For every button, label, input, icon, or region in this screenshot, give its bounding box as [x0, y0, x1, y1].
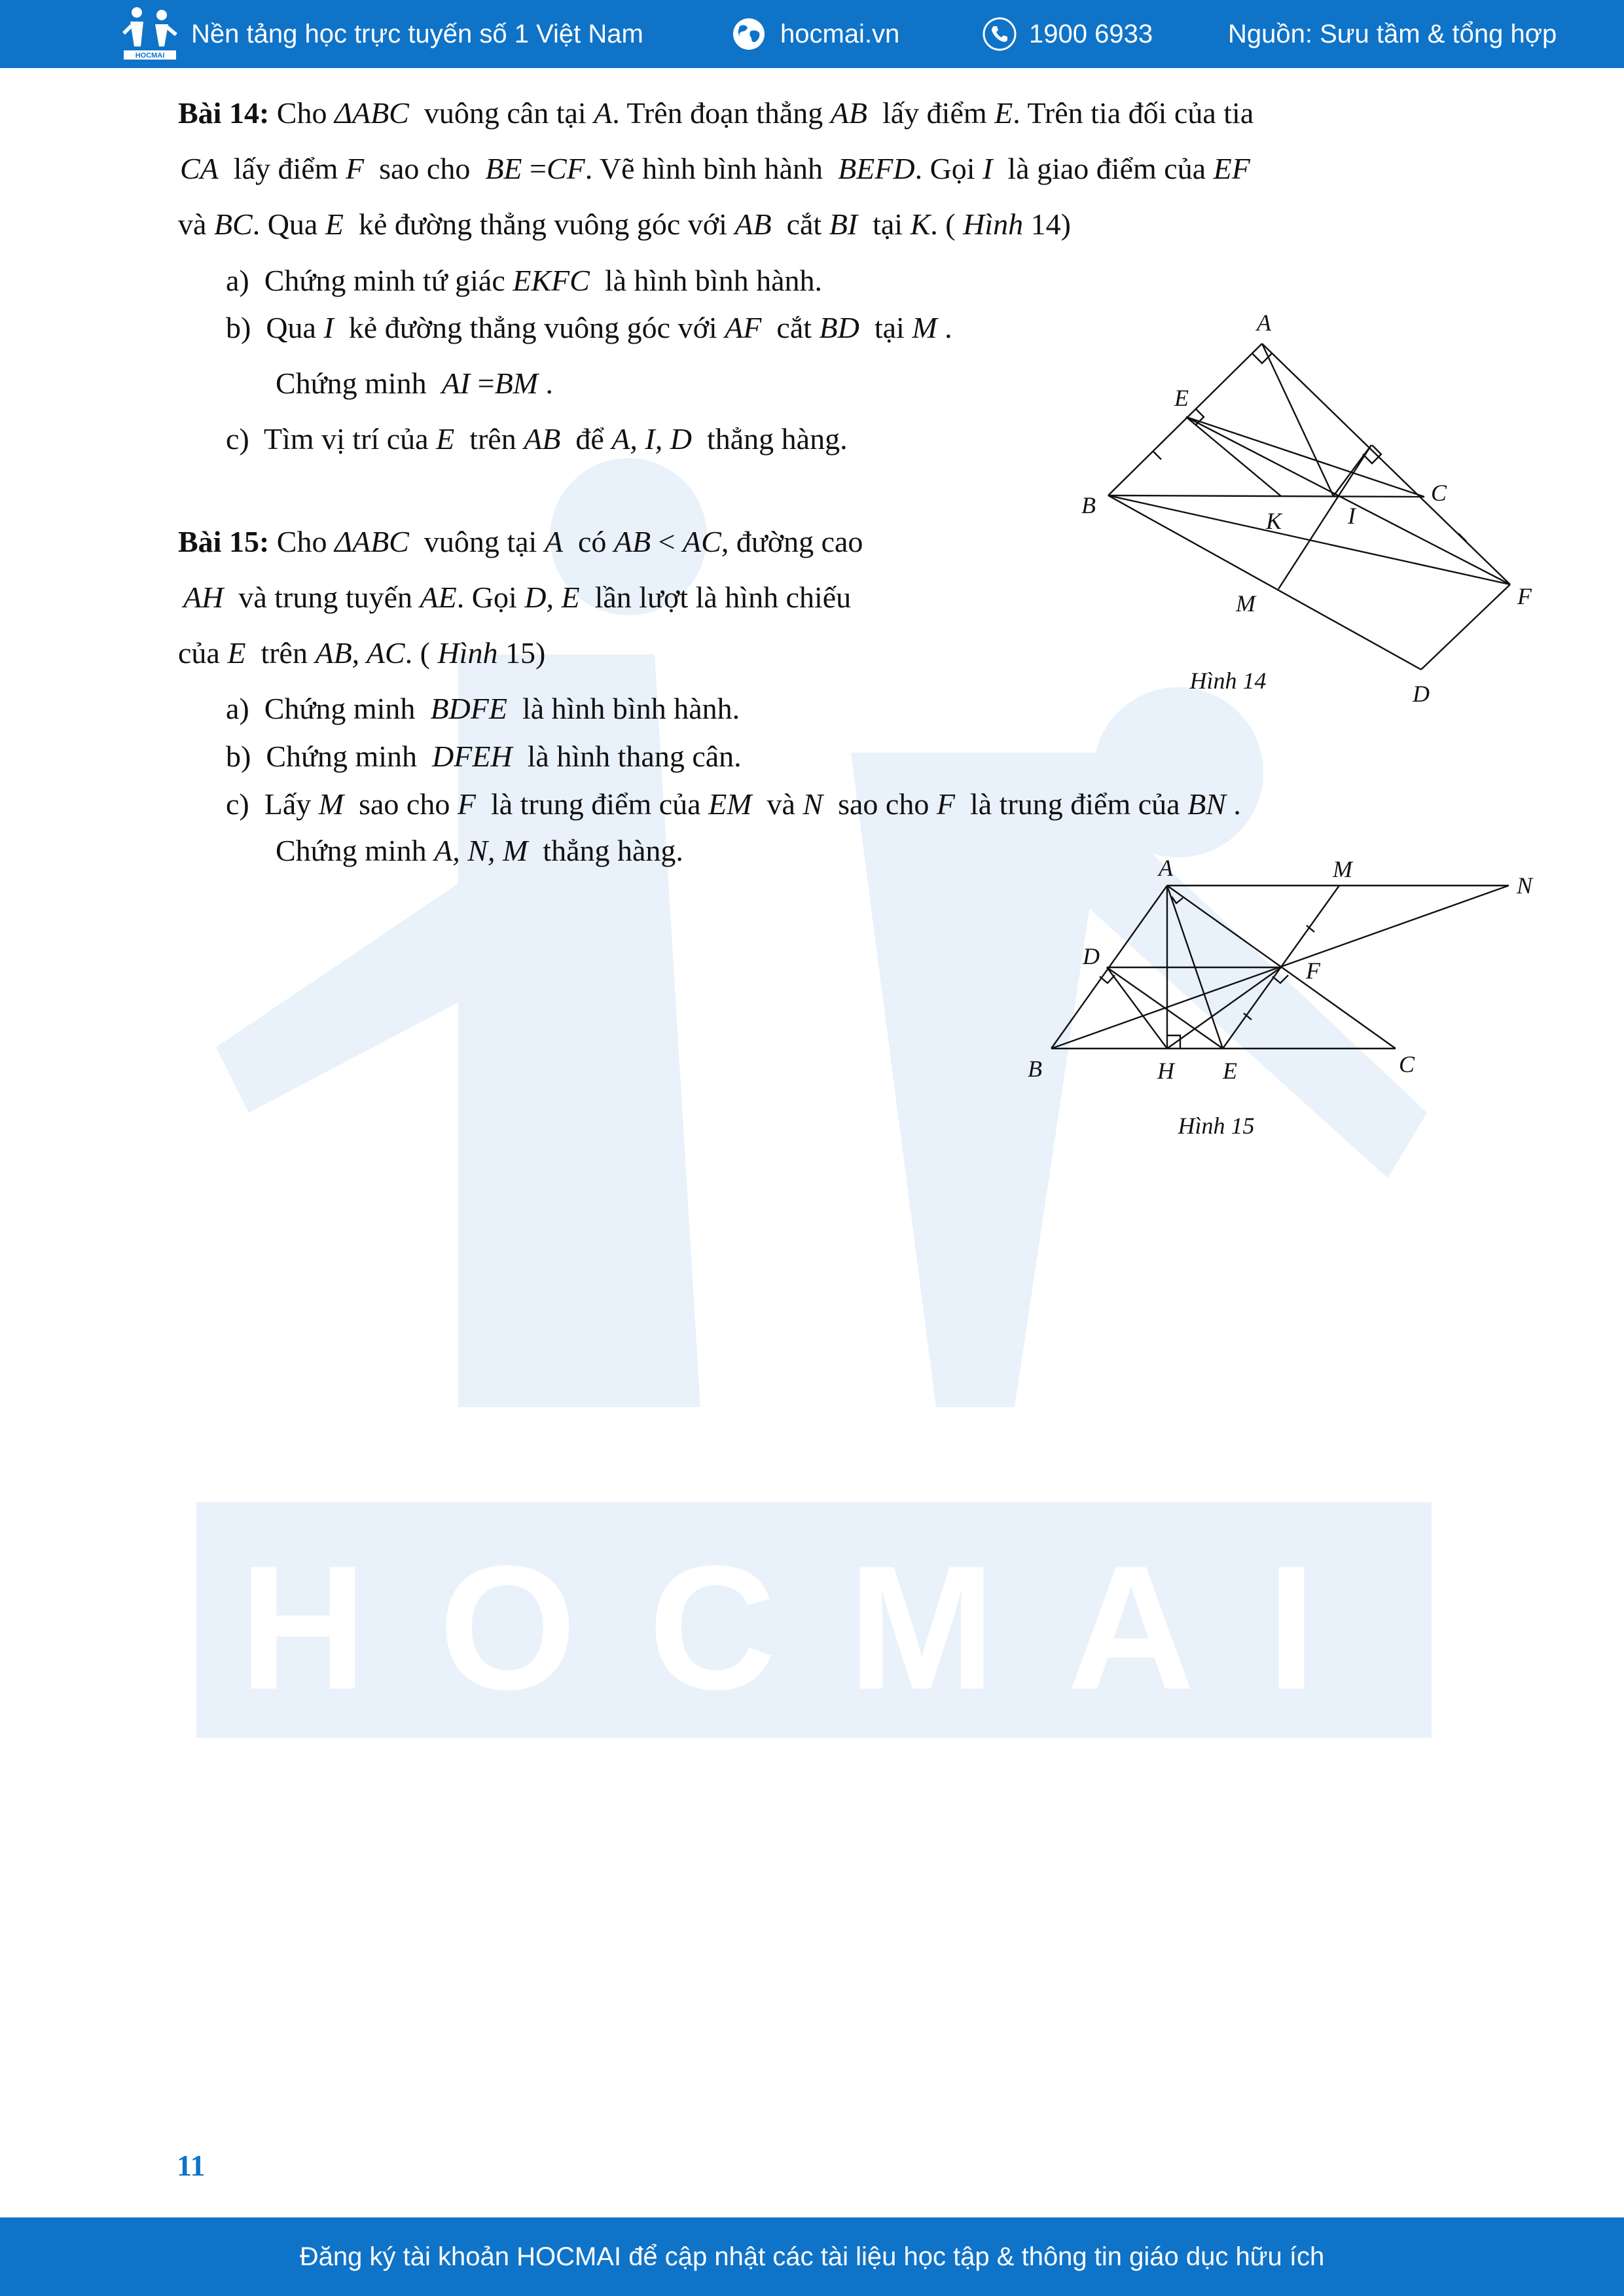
website-text: hocmai.vn: [780, 19, 900, 48]
text: và: [767, 787, 795, 821]
text: là trung điểm của: [969, 787, 1180, 821]
text: tại: [874, 311, 905, 344]
math: AB: [830, 96, 867, 130]
text: <: [658, 525, 676, 558]
math: DFEH: [432, 740, 513, 773]
math: A, I, D: [611, 422, 692, 456]
math: M: [318, 787, 344, 821]
math: BDFE: [430, 692, 507, 725]
fig15-label-D: D: [1083, 943, 1100, 969]
text: Chứng minh tứ giác: [264, 264, 505, 297]
fig14-label-A: A: [1257, 310, 1271, 336]
text: là hình bình hành.: [522, 692, 740, 725]
text: sao cho: [838, 787, 929, 821]
math: N: [803, 787, 823, 821]
math: AF: [725, 311, 762, 344]
text: lấy điểm: [882, 96, 987, 130]
text: sao cho: [359, 787, 450, 821]
text: vuông cân tại: [424, 96, 586, 130]
text: tại: [873, 207, 903, 241]
math: F: [345, 152, 365, 185]
text: cắt: [776, 311, 812, 344]
text: =: [477, 367, 495, 400]
math: F: [936, 787, 955, 821]
text: Chứng minh: [264, 692, 416, 725]
math: BD: [819, 311, 859, 344]
text: vuông tại: [424, 525, 537, 558]
math: AB: [524, 422, 561, 456]
fig15-label-E: E: [1223, 1058, 1237, 1084]
math: K: [910, 207, 931, 241]
math: D, E: [524, 581, 580, 614]
part-label: a): [226, 692, 249, 725]
math: F: [457, 787, 476, 821]
math: EM: [708, 787, 752, 821]
math: ΔABC: [334, 525, 409, 558]
math: BN: [1187, 787, 1226, 821]
math: CF: [546, 152, 585, 185]
fig14-caption: Hình 14: [1189, 668, 1267, 694]
text: Chứng minh: [276, 834, 427, 867]
text: Lấy: [264, 787, 312, 821]
text: .: [945, 311, 952, 344]
fig14-label-I: I: [1348, 503, 1356, 529]
text: . (: [930, 207, 956, 241]
text: . Trên tia đối của tia: [1013, 96, 1254, 130]
text: kẻ đường thẳng vuông góc với: [348, 311, 717, 344]
fig15-label-N: N: [1517, 872, 1533, 899]
math: BM: [494, 367, 538, 400]
text: .: [1233, 787, 1241, 821]
text: lấy điểm: [233, 152, 338, 185]
seg-DH: [1107, 967, 1167, 1049]
text: . Qua: [252, 207, 318, 241]
math: A: [594, 96, 613, 130]
math: CA: [180, 152, 219, 185]
text: là trung điểm của: [490, 787, 701, 821]
header-tagline: Nền tảng học trực tuyến số 1 Việt Nam: [191, 19, 643, 48]
fig15-label-H: H: [1157, 1058, 1174, 1084]
text: và: [178, 207, 207, 241]
text: là hình bình hành.: [604, 264, 822, 297]
fig15-caption: Hình 15: [1178, 1113, 1255, 1139]
math: A: [544, 525, 563, 558]
text: . Gọi: [456, 581, 517, 614]
part-label: b): [226, 311, 251, 344]
fig14-label-C: C: [1431, 480, 1447, 506]
text: và trung tuyến: [238, 581, 413, 614]
math: EF: [1213, 152, 1250, 185]
fig15-label-A: A: [1159, 855, 1173, 881]
text: để: [575, 422, 604, 456]
watermark-text: HOCMAI: [239, 1530, 1388, 1727]
math: AE: [420, 581, 457, 614]
math: Hình: [963, 207, 1024, 241]
text: là giao điểm của: [1007, 152, 1206, 185]
text: 15): [505, 636, 546, 670]
text: của: [178, 636, 220, 670]
header-source: Nguồn: Sưu tầm & tổng hợp: [1228, 19, 1557, 48]
math: BEFD: [838, 152, 915, 185]
math: I: [983, 152, 993, 185]
footer-bar[interactable]: [0, 2217, 1624, 2296]
fig15-label-B: B: [1028, 1056, 1042, 1082]
logo-text: HOCMAI: [135, 52, 165, 60]
text: , đường cao: [721, 525, 863, 558]
part-label: c): [226, 422, 249, 456]
text: Cho: [276, 525, 327, 558]
bai15-title: Bài 15:: [178, 525, 270, 558]
text: . Vẽ hình bình hành: [585, 152, 823, 185]
text: Chứng minh: [276, 367, 427, 400]
part-label: b): [226, 740, 251, 773]
text: trên: [469, 422, 516, 456]
text: 14): [1030, 207, 1071, 241]
fig14-label-F: F: [1517, 583, 1532, 609]
math: AB: [613, 525, 651, 558]
seg-HF: [1167, 967, 1281, 1049]
text: sao cho: [379, 152, 471, 185]
fig15-label-F: F: [1306, 958, 1320, 984]
math: AH: [183, 581, 224, 614]
part-label: c): [226, 787, 249, 821]
text: . (: [405, 636, 430, 670]
math: BE: [485, 152, 522, 185]
math: AB, AC: [315, 636, 405, 670]
phone-text: 1900 6933: [1029, 19, 1153, 48]
bai14-title: Bài 14:: [178, 96, 270, 130]
text: Cho: [276, 96, 327, 130]
page-number: 11: [177, 2149, 206, 2182]
text: thẳng hàng.: [706, 422, 848, 456]
math: Hình: [437, 636, 498, 670]
fig14-label-M: M: [1236, 590, 1255, 617]
text: Tìm vị trí của: [263, 422, 429, 456]
text: lần lượt là hình chiếu: [594, 581, 852, 614]
text: thẳng hàng.: [543, 834, 683, 867]
math: BI: [829, 207, 858, 241]
math: ΔABC: [334, 96, 409, 130]
text: Qua: [266, 311, 316, 344]
part-label: a): [226, 264, 249, 297]
math: AB: [734, 207, 772, 241]
math: M: [912, 311, 937, 344]
math: AC: [683, 525, 721, 558]
fig14-label-E: E: [1174, 385, 1189, 411]
text: cắt: [786, 207, 822, 241]
math: A, N, M: [434, 834, 528, 867]
math: E: [325, 207, 344, 241]
math: E: [436, 422, 455, 456]
text: kẻ đường thẳng vuông góc với: [358, 207, 727, 241]
fig14-label-K: K: [1266, 508, 1282, 534]
text: trên: [261, 636, 308, 670]
text: .: [545, 367, 553, 400]
math: AI: [441, 367, 471, 400]
fig15-label-M: M: [1333, 856, 1352, 882]
math: BC: [213, 207, 253, 241]
math: E: [227, 636, 246, 670]
text: =: [530, 152, 547, 185]
text: . Trên đoạn thẳng: [612, 96, 823, 130]
footer-text[interactable]: Đăng ký tài khoản HOCMAI để cập nhật các tài liệu học tập & thông tin giáo dục hữu ích: [299, 2242, 1325, 2271]
math: E: [994, 96, 1013, 130]
text: Chứng minh: [266, 740, 418, 773]
fig15-label-C: C: [1399, 1051, 1415, 1077]
fig14-label-B: B: [1081, 492, 1096, 518]
math: I: [323, 311, 334, 344]
fig14-label-D: D: [1413, 681, 1430, 707]
text: . Gọi: [914, 152, 975, 185]
text: là hình thang cân.: [527, 740, 742, 773]
text: có: [577, 525, 607, 558]
math: EKFC: [513, 264, 590, 297]
